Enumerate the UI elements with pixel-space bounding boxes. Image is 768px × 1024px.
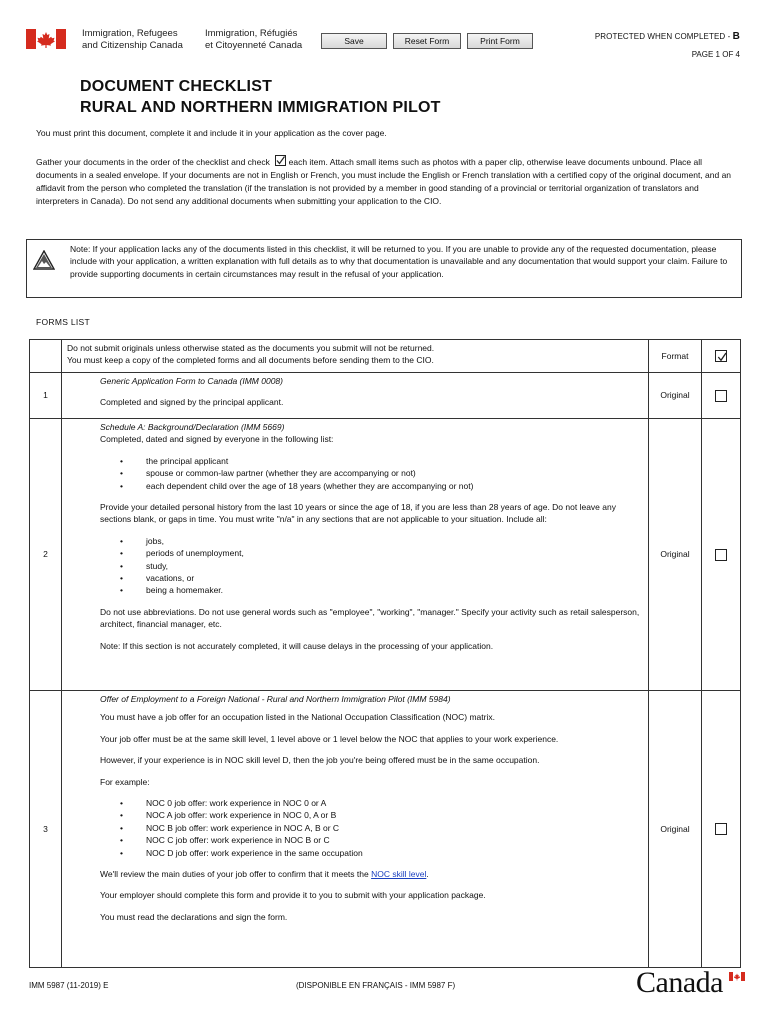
row-title: Generic Application Form to Canada (IMM 0008) [100, 376, 283, 386]
p5-start: We'll review the main duties of your job offer to confirm that it meets the [100, 869, 372, 880]
french-availability-note: (DISPONIBLE EN FRANÇAIS - IMM 5987 F) [296, 981, 456, 990]
list-item: • vacations, or [120, 572, 643, 584]
table-row [30, 691, 741, 968]
list-item: • NOC B job offer: work experience in NOC A, B or C [120, 822, 643, 834]
page-number: PAGE 1 OF 4 [691, 50, 740, 59]
intro-p2-rest: each item. Attach small items such as photos with a paper clip, otherwise leave documents unbound. Place all documents in a sealed envelope. If your documents are not in English or French, you must include the English or French translation with a certified copy of the original document, and an affidavit from the person who completed the translation (if the translation is not provided by a member in good standing of a provincial or territorial organization of translators and interpreters in Canada). Do not send any additional documents when submitting your application to the CIO. [36, 157, 732, 206]
p5-end: . [426, 869, 429, 880]
protected-level: B [732, 31, 740, 42]
header-instruction-line1: Do not submit originals unless otherwise stated as the documents you submit will not be returned. [67, 343, 435, 353]
row-paragraph: Your job offer must be at the same skill level, 1 level above or 1 level below the NOC that applies to your work experience. [100, 733, 559, 744]
department-en-line1: Immigration, Refugees [82, 28, 178, 39]
department-name-fr [205, 28, 302, 52]
protected-label [595, 31, 740, 42]
table-header-row [30, 340, 741, 373]
row-format: Original [649, 691, 702, 968]
table-header-instructions [62, 340, 649, 373]
table-header-blank-cell [30, 340, 62, 373]
row-description [62, 691, 649, 968]
forms-list-heading: FORMS LIST [36, 317, 91, 327]
department-fr-line1: Immigration, Réfugiés [205, 28, 298, 39]
list-item: • spouse or common-law partner (whether they are accompanying or not) [120, 467, 643, 479]
department-en-line2: and Citizenship Canada [82, 40, 183, 51]
canada-wordmark [636, 966, 723, 1000]
checked-box-icon [275, 155, 286, 166]
list-item: • being a homemaker. [120, 584, 643, 596]
row-intro: Completed, dated and signed by everyone in the following list: [100, 434, 334, 445]
canada-flag-icon [26, 29, 66, 49]
noc-skill-level-link[interactable]: NOC skill level [371, 869, 427, 880]
table-row [30, 373, 741, 419]
intro-paragraph-2 [36, 155, 736, 208]
department-name-en [82, 28, 183, 52]
format-column-header: Format [649, 340, 702, 373]
row-format: Original [649, 419, 702, 691]
row-format: Original [649, 373, 702, 419]
row-paragraph [100, 868, 643, 880]
document-checkbox[interactable] [715, 390, 727, 402]
applicant-list [100, 455, 643, 492]
list-item: • NOC 0 job offer: work experience in NOC 0 or A [120, 797, 643, 809]
protected-text: PROTECTED WHEN COMPLETED - [594, 32, 733, 41]
row-text: Completed and signed by the principal applicant. [100, 397, 284, 408]
row-check-cell [702, 373, 741, 419]
canada-wordmark-text: Canada [636, 966, 723, 999]
row-paragraph: You must read the declarations and sign the form. [100, 911, 288, 922]
reset-form-button[interactable]: Reset Form [393, 33, 461, 49]
history-list [100, 535, 643, 597]
list-item: • each dependent child over the age of 18 years (whether they are accompanying or not) [120, 480, 643, 492]
list-item: • jobs, [120, 535, 643, 547]
row-check-cell [702, 691, 741, 968]
row-paragraph: Provide your detailed personal history from the last 10 years or since the age of 18, if you are less than 28 years of age. Do not leave any sections blank, or gaps in time. You must write "n/a" in any sections that are not applicable to your situation. Include all: [100, 502, 616, 525]
row-check-cell [702, 419, 741, 691]
row-number: 1 [30, 373, 62, 419]
list-item: • study, [120, 560, 643, 572]
row-description [62, 373, 649, 419]
document-checkbox[interactable] [715, 549, 727, 561]
print-form-button[interactable]: Print Form [467, 33, 533, 49]
table-row [30, 419, 741, 691]
list-item: • NOC D job offer: work experience in the same occupation [120, 847, 643, 859]
noc-example-list [100, 797, 643, 859]
form-id: IMM 5987 (11-2019) E [29, 981, 109, 990]
row-paragraph: Do not use abbreviations. Do not use general words such as "employee", "working", "manager." Specify your activity such as retail salesperson, architect, financial manager, etc. [100, 606, 640, 630]
list-item: • NOC A job offer: work experience in NOC 0, A or B [120, 809, 643, 821]
note-text: Note: If your application lacks any of the documents listed in this checklist, it will be returned to you. If you are unable to provide any of the requested documentation, please include with your application, a written explanation with full details as to why that documentation is unavailable and any documentation that would support your claim. Failure to provide supporting documents in certain circumstances may result in the refusal of your application. [70, 244, 728, 279]
department-fr-line2: et Citoyenneté Canada [205, 40, 303, 51]
document-checklist-table [29, 339, 741, 968]
wordmark-flag-icon [729, 972, 745, 981]
row-title: Schedule A: Background/Declaration (IMM 5669) [100, 422, 285, 432]
row-paragraph: Your employer should complete this form and provide it to you to submit with your application package. [100, 890, 486, 901]
row-paragraph: For example: [100, 776, 150, 787]
title-line1: DOCUMENT CHECKLIST [80, 78, 273, 95]
row-description [62, 419, 649, 691]
list-item: • NOC C job offer: work experience in NOC B or C [120, 834, 643, 846]
header-instruction-line2: You must keep a copy of the completed forms and all documents before sending them to the CIO. [67, 355, 434, 366]
page-title [80, 76, 441, 118]
row-paragraph: You must have a job offer for an occupation listed in the National Occupation Classification (NOC) matrix. [100, 712, 495, 723]
save-button[interactable]: Save [321, 33, 387, 49]
warning-icon [33, 250, 55, 270]
row-title: Offer of Employment to a Foreign National - Rural and Northern Immigration Pilot (IMM 5984) [100, 694, 451, 704]
checked-box-icon [715, 350, 727, 362]
intro-paragraph-1: You must print this document, complete it and include it in your application as the cover page. [36, 128, 387, 138]
row-number: 3 [30, 691, 62, 968]
row-paragraph: However, if your experience is in NOC skill level D, then the job you're being offered must be in the same occupation. [100, 755, 540, 766]
list-item: • periods of unemployment, [120, 547, 643, 559]
list-item: • the principal applicant [120, 455, 643, 467]
note-box [26, 239, 742, 298]
header-check-cell [702, 340, 741, 373]
intro-p2-start: Gather your documents in the order of the checklist and check [36, 157, 270, 167]
row-number: 2 [30, 419, 62, 691]
title-line2: RURAL AND NORTHERN IMMIGRATION PILOT [80, 99, 441, 116]
row-note: Note: If this section is not accurately completed, it will cause delays in the processing of your application. [100, 640, 494, 651]
document-checkbox[interactable] [715, 823, 727, 835]
